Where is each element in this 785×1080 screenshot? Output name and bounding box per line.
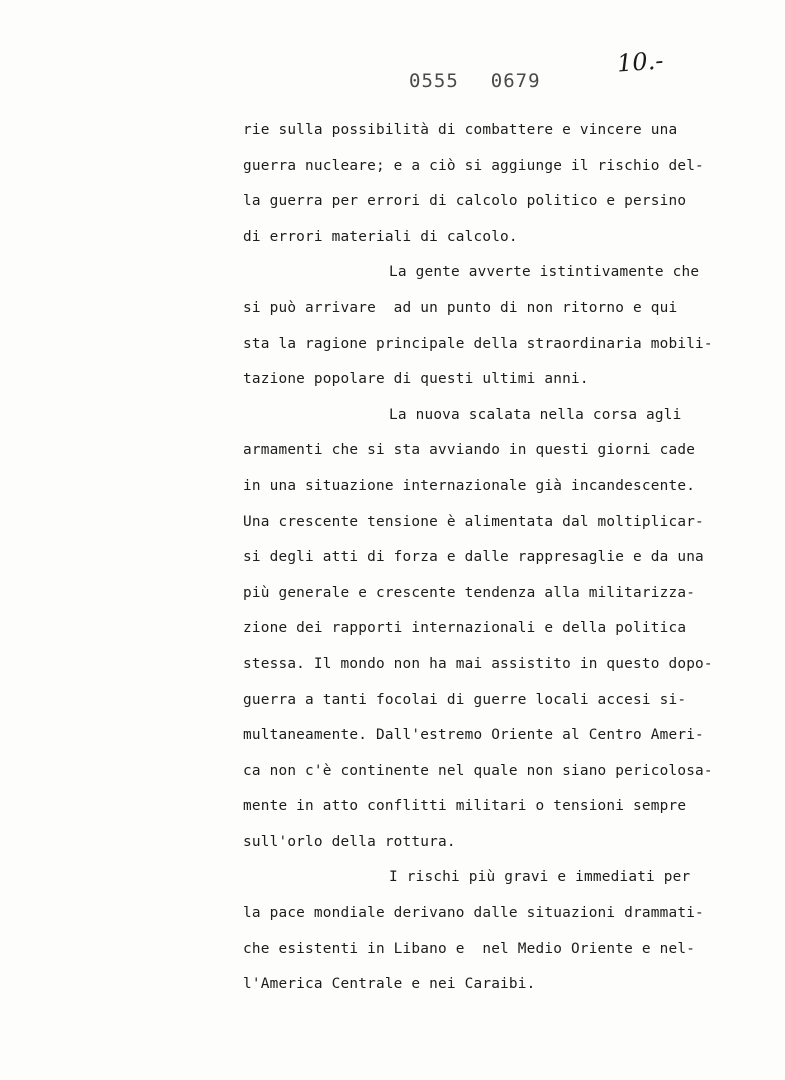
text-line: rie sulla possibilità di combattere e vincere una [243, 122, 678, 138]
archive-stamp-right: 0679 [490, 70, 541, 92]
text-line: sull'orlo della rottura. [243, 833, 456, 850]
text-line: guerra nucleare; e a ciò si aggiunge il rischio del- [243, 157, 704, 174]
text-line: La gente avverte istintivamente che [389, 264, 700, 281]
text-line: l'America Centrale e nei Caraibi. [243, 976, 536, 993]
text-line: ca non c'è continente nel quale non siano pericolosa- [243, 762, 713, 779]
handwritten-page-number: 10.- [616, 46, 665, 78]
text-line: multaneamente. Dall'estremo Oriente al Centro Ameri- [243, 727, 704, 744]
text-line: zione dei rapporti internazionali e della politica [243, 620, 687, 637]
text-line: si degli atti di forza e dalle rappresaglie e da una [243, 549, 704, 566]
archive-stamp [409, 70, 541, 92]
text-line: armamenti che si sta avviando in questi giorni cade [243, 442, 696, 459]
text-line: la pace mondiale derivano dalle situazioni drammati- [243, 905, 704, 922]
text-line: stessa. Il mondo non ha mai assistito in questo dopo- [243, 655, 713, 672]
text-line: tazione popolare di questi ultimi anni. [243, 371, 589, 388]
text-line: sta la ragione principale della straordinaria mobili- [243, 335, 713, 352]
document-body [243, 118, 763, 1008]
text-line: in una situazione internazionale già incandescente. [243, 477, 696, 494]
archive-stamp-left: 0555 [409, 70, 459, 92]
text-line: che esistenti in Libano e nel Medio Oriente e nel- [243, 940, 696, 957]
text-line: più generale e crescente tendenza alla militarizza- [243, 584, 696, 601]
text-line: mente in atto conflitti militari o tensioni sempre [243, 798, 687, 815]
text-line: I rischi più gravi e immediati per [389, 869, 691, 886]
text-line: di errori materiali di calcolo. [243, 228, 518, 245]
text-line: la guerra per errori di calcolo politico e persino [243, 193, 687, 210]
text-line: guerra a tanti focolai di guerre locali accesi si- [243, 691, 687, 708]
text-line: La nuova scalata nella corsa agli [389, 406, 682, 423]
text-line: si può arrivare ad un punto di non ritorno e qui [243, 299, 678, 316]
text-line: Una crescente tensione è alimentata dal moltiplicar- [243, 513, 704, 530]
